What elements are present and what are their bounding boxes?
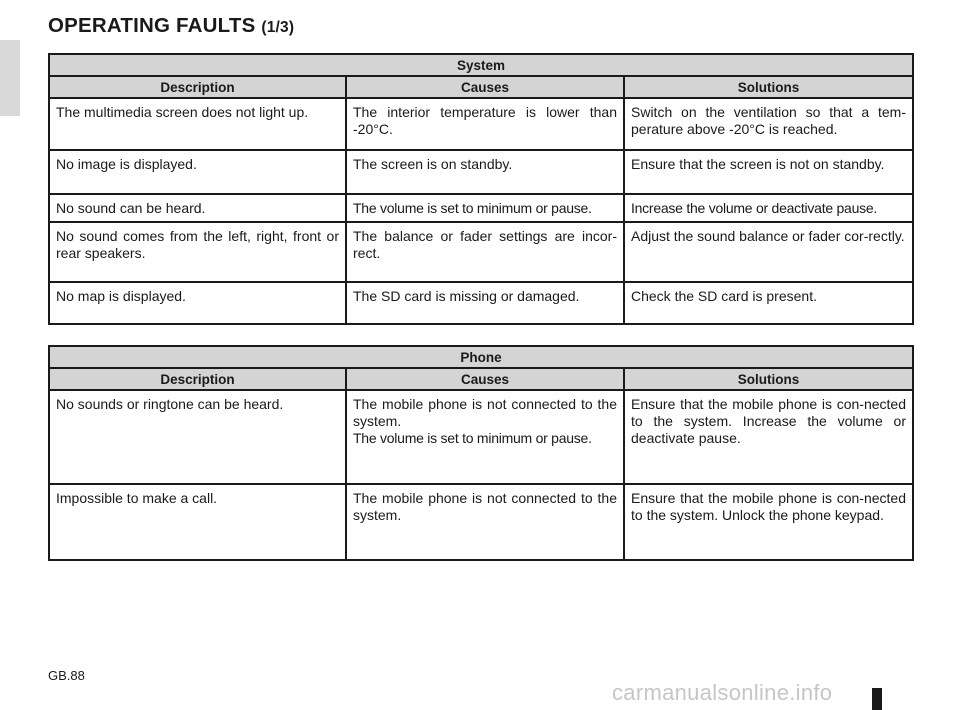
fault-cause: [346, 282, 624, 324]
fault-cause: [346, 150, 624, 194]
fault-description: [49, 222, 346, 282]
cell-text: Switch on the ventilation so that a tem-perature above -20°C is reached.: [631, 104, 907, 137]
fault-cause: [346, 194, 624, 222]
fault-solution: [624, 222, 913, 282]
cell-text: Ensure that the mobile phone is con-nected to the system. Increase the volume or deactivate pause.: [631, 396, 906, 446]
fault-solution: [624, 390, 913, 484]
table-row: [49, 222, 913, 282]
cell-text: The interior temperature is lower than -20°C.: [353, 104, 617, 137]
page-title-text: OPERATING FAULTS: [48, 14, 256, 37]
cell-text: No image is displayed.: [56, 156, 197, 172]
table-row: [49, 282, 913, 324]
cell-text: The SD card is missing or damaged.: [353, 288, 580, 304]
fault-description: [49, 390, 346, 484]
fault-description: [49, 150, 346, 194]
cell-text: No sound can be heard.: [56, 200, 206, 216]
cell-text: Check the SD card is present.: [631, 288, 817, 304]
fault-cause: [346, 390, 624, 484]
fault-description: [49, 282, 346, 324]
table-row: [49, 150, 913, 194]
cell-text: Ensure that the mobile phone is con-nected to the system. Unlock the phone keypad.: [631, 490, 906, 523]
fault-cause: [346, 98, 624, 150]
fault-solution: [624, 484, 913, 560]
fault-solution: [624, 150, 913, 194]
cell-text: No sound comes from the left, right, front or rear speakers.: [56, 228, 339, 261]
column-header-causes: Causes: [346, 76, 624, 98]
table-row: [49, 98, 913, 150]
column-header-causes: Causes: [346, 368, 624, 390]
cell-text: The mobile phone is not connected to the system.: [353, 490, 617, 523]
cell-text: The volume is set to minimum or pause.: [353, 430, 592, 446]
cell-text: The balance or fader settings are incor-rect.: [353, 228, 617, 261]
page-title: [48, 14, 294, 38]
fault-cause: [346, 222, 624, 282]
table-row: [49, 194, 913, 222]
table-section-heading: System: [49, 54, 913, 76]
column-header-solutions: Solutions: [624, 76, 913, 98]
fault-cause: [346, 484, 624, 560]
phone-faults-table: [48, 345, 914, 561]
cell-text: The mobile phone is not connected to the system.: [353, 396, 617, 429]
column-header-description: Description: [49, 76, 346, 98]
fault-description: [49, 98, 346, 150]
page-title-part: (1/3): [261, 19, 295, 36]
section-tab-marker: [0, 40, 20, 116]
cell-text: No sounds or ringtone can be heard.: [56, 396, 284, 412]
cell-text: Increase the volume or deactivate pause.: [631, 200, 878, 216]
column-header-solutions: Solutions: [624, 368, 913, 390]
cell-text: No map is displayed.: [56, 288, 186, 304]
bookmark-icon: [872, 688, 882, 710]
cell-text: The multimedia screen does not light up.: [56, 104, 309, 120]
watermark-text: carmanualsonline.info: [612, 680, 833, 705]
fault-solution: [624, 282, 913, 324]
cell-text: The screen is on standby.: [353, 156, 513, 172]
table-section-heading: Phone: [49, 346, 913, 368]
column-header-description: Description: [49, 368, 346, 390]
fault-solution: [624, 98, 913, 150]
fault-solution: [624, 194, 913, 222]
cell-text: Adjust the sound balance or fader cor-rectly.: [631, 228, 905, 244]
page-number: GB.88: [48, 668, 85, 683]
fault-description: [49, 194, 346, 222]
table-row: [49, 484, 913, 560]
cell-text: Impossible to make a call.: [56, 490, 218, 506]
cell-text: Ensure that the screen is not on standby.: [631, 156, 885, 172]
cell-text: The volume is set to minimum or pause.: [353, 200, 592, 216]
system-faults-table: [48, 53, 914, 325]
table-row: [49, 390, 913, 484]
fault-description: [49, 484, 346, 560]
